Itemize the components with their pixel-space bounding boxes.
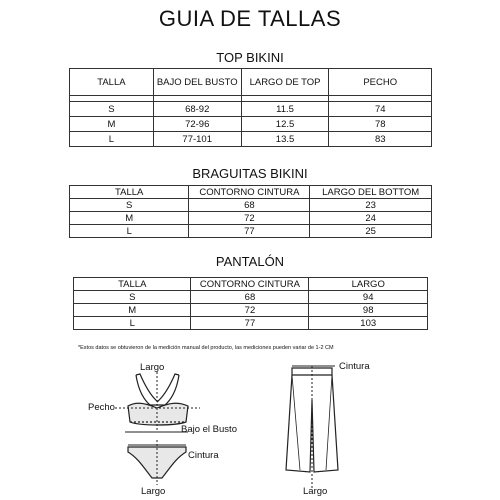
label-pant-largo: Largo — [303, 486, 328, 497]
col-header: TALLA — [74, 278, 191, 291]
col-header: CONTORNO CINTURA — [191, 278, 309, 291]
table-cell: 68 — [191, 291, 309, 304]
pantalon-heading: PANTALÓN — [215, 254, 285, 269]
label-cintura-bottom: Cintura — [188, 450, 219, 461]
label-bottom-largo: Largo — [141, 486, 166, 497]
table-cell: 78 — [329, 117, 432, 132]
table-cell: 13.5 — [241, 132, 329, 147]
table-cell: 77 — [189, 225, 310, 238]
table-cell: 11.5 — [241, 102, 329, 117]
measurement-note: *Estos datos se obtuvieron de la medición manual del producto, las mediciones pueden variar de 1-2 CM — [78, 345, 334, 351]
table-cell: 103 — [309, 317, 428, 330]
col-header: PECHO — [329, 69, 432, 96]
table-cell: 72 — [189, 212, 310, 225]
table-cell: S — [74, 291, 191, 304]
table-cell: 74 — [329, 102, 432, 117]
table-cell: L — [70, 132, 154, 147]
top-bikini-heading: TOP BIKINI — [216, 50, 284, 65]
table-cell: 68 — [189, 199, 310, 212]
label-pant-cintura: Cintura — [339, 361, 370, 372]
table-cell: L — [74, 317, 191, 330]
col-header: BAJO DEL BUSTO — [153, 69, 241, 96]
col-header: TALLA — [70, 69, 154, 96]
table-cell: 77 — [191, 317, 309, 330]
table-cell: 24 — [310, 212, 432, 225]
table-cell: M — [74, 304, 191, 317]
table-cell: 72 — [191, 304, 309, 317]
table-cell: L — [70, 225, 189, 238]
table-cell: 98 — [309, 304, 428, 317]
table-cell: 94 — [309, 291, 428, 304]
col-header: LARGO — [309, 278, 428, 291]
table-cell: 12.5 — [241, 117, 329, 132]
table-cell: 23 — [310, 199, 432, 212]
table-cell: 72-96 — [153, 117, 241, 132]
table-cell: M — [70, 212, 189, 225]
table-cell: 25 — [310, 225, 432, 238]
braguitas-heading: BRAGUITAS BIKINI — [192, 166, 308, 181]
col-header: LARGO DE TOP — [241, 69, 329, 96]
col-header: TALLA — [70, 186, 189, 199]
col-header: LARGO DEL BOTTOM — [310, 186, 432, 199]
bikini-top-illustration — [128, 374, 188, 425]
page-title: GUIA DE TALLAS — [158, 6, 342, 31]
table-cell: 68-92 — [153, 102, 241, 117]
table-cell: 83 — [329, 132, 432, 147]
table-cell: M — [70, 117, 154, 132]
table-cell: S — [70, 102, 154, 117]
col-header: CONTORNO CINTURA — [189, 186, 310, 199]
table-cell: S — [70, 199, 189, 212]
label-bajo-busto: Bajo el Busto — [181, 424, 237, 435]
label-top-largo: Largo — [140, 362, 165, 373]
label-pecho: Pecho — [88, 402, 115, 413]
table-cell: 77-101 — [153, 132, 241, 147]
